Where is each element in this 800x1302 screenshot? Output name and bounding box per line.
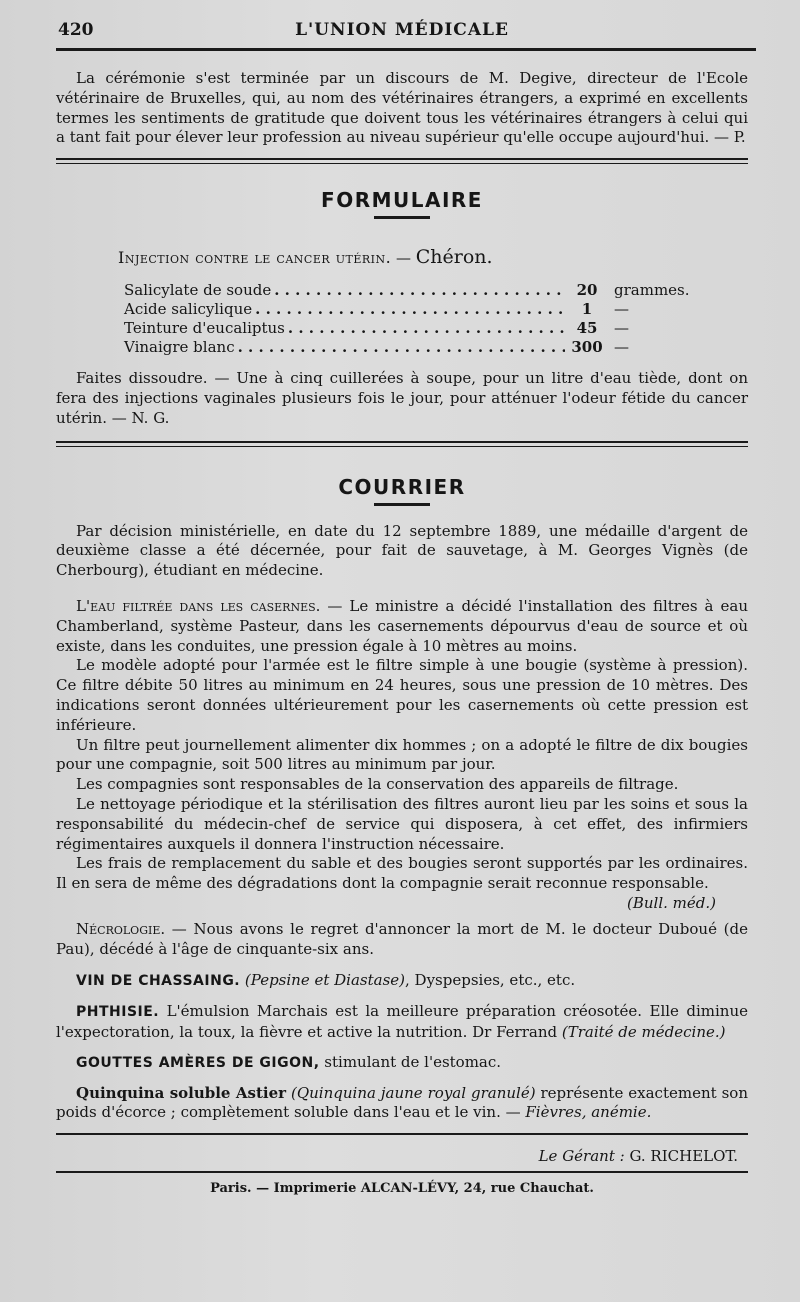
ingredient-unit: — xyxy=(614,338,629,357)
signature xyxy=(56,1145,748,1167)
signature-label: Le Gérant : xyxy=(538,1147,630,1166)
intro-paragraph: La cérémonie s'est terminée par un discours de M. Degive, directeur de l'Ecole vétérinaire de Bruxelles, qui, au nom des vétérinaires étrangers, a exprimé en excellents termes les sentiments de gratitude que doivent tous les vétérinaires étrangers à celui qui a tant fait pour élever leur profession au niveau supérieur qu'elle occupe aujourd'hui. — P. xyxy=(56,69,748,147)
ad-chassaing xyxy=(56,971,748,992)
ingredient-row xyxy=(124,319,684,338)
ad-chassaing-title: VIN DE CHASSAING. xyxy=(76,973,241,990)
leader-dots xyxy=(255,300,565,319)
ingredient-row xyxy=(124,338,684,357)
formulaire-section xyxy=(56,188,748,428)
recipe-dash: — xyxy=(391,249,416,268)
ad-phthisie-cite: (Traité de médecine.) xyxy=(561,1022,726,1041)
section-divider xyxy=(56,441,748,447)
ingredient-name: Acide salicylique xyxy=(124,300,253,319)
header-rule xyxy=(56,48,756,51)
ad-phthisie-body: L'émulsion Marchais est la meilleure préparation créosotée. Elle diminue l'expectoration, la toux, la fièvre et active la nutrition. Dr Ferrand xyxy=(56,1002,748,1041)
ad-gouttes-title: GOUTTES AMÈRES DE GIGON, xyxy=(76,1054,320,1071)
recipe-instructions: Faites dissoudre. — Une à cinq cuillerées à soupe, pour un litre d'eau tiède, dont on fera des injections vaginales plusieurs fois le jour, pour atténuer l'odeur fétide du cancer utérin. — N. G. xyxy=(56,369,748,427)
eau-filtree-body: — Le ministre a décidé l'installation des filtres à eau Chamberland, système Pasteur, dans les casernements dépourvus d'eau de source et où existe, dans les conduites, une pression égale à 10 mètres au moins. xyxy=(56,596,748,655)
title-bar xyxy=(374,216,430,219)
printer-rule xyxy=(56,1171,748,1173)
ingredient-name: Salicylate de soude xyxy=(124,281,272,300)
courrier-title: COURRIER xyxy=(338,474,466,499)
ingredient-row xyxy=(124,281,690,300)
ingredient-name: Teinture d'eucaliptus xyxy=(124,319,285,338)
printer-imprint: Paris. — Imprimerie ALCAN-LÉVY, 24, rue Chauchat. xyxy=(210,1181,594,1197)
recipe-name: Injection contre le cancer utérin. xyxy=(118,248,392,268)
ad-chassaing-paren: (Pepsine et Diastase) xyxy=(244,971,406,990)
recipe-author: Chéron. xyxy=(415,246,493,269)
ad-quinquina-body: représente exactement son poids d'écorce ; complètement soluble dans l'eau et le vin. — xyxy=(56,1083,748,1122)
ad-quinquina-paren: (Quinquina jaune royal granulé) xyxy=(286,1083,536,1102)
recipe-table xyxy=(124,281,690,357)
signature-name: G. RICHELOT. xyxy=(629,1147,738,1166)
ingredient-name: Vinaigre blanc xyxy=(124,338,235,357)
ingredient-quantity: 20 xyxy=(576,281,598,300)
ingredient-quantity: 1 xyxy=(581,300,593,319)
compagnies-paragraph: Les compagnies sont responsables de la conservation des appareils de filtrage. xyxy=(76,775,679,794)
ingredient-unit: — xyxy=(614,300,629,319)
nettoyage-paragraph: Le nettoyage périodique et la stérilisation des filtres auront lieu par les soins et sous la responsabilité du médecin-chef de service qui disposera, à cet effet, des infirmiers régimentaires auxquels il donnera l'instruction nécessaire. xyxy=(56,794,748,853)
necrologie-paragraph xyxy=(56,920,748,960)
necrologie-body: — Nous avons le regret d'annoncer la mort de M. le docteur Duboué (de Pau), décédé à l'âge de cinquante-six ans. xyxy=(56,919,748,958)
ad-quinquina-cite: Fièvres, anémie. xyxy=(525,1103,652,1122)
source-citation: (Bull. méd.) xyxy=(627,893,716,912)
ad-chassaing-rest: , Dyspepsies, etc., etc. xyxy=(405,971,576,990)
formulaire-title: FORMULAIRE xyxy=(321,188,483,213)
ingredient-quantity: 300 xyxy=(571,338,603,357)
ad-gouttes xyxy=(56,1053,748,1074)
frais-paragraph: Les frais de remplacement du sable et des bougies seront supportés par les ordinaires. Il en sera de même des dégradations dont la compagnie serait reconnue responsable. xyxy=(56,854,748,893)
advertisements xyxy=(56,971,748,1123)
modele-paragraph: Le modèle adopté pour l'armée est le filtre simple à une bougie (système à pression). Ce filtre débite 50 litres au minimum en 24 heures, sous une pression de 10 mètres. Des indications seront données ultérieurement pour les casernements où cette pression est inférieure. xyxy=(56,656,748,734)
leader-dots xyxy=(238,338,565,357)
ad-phthisie-title: PHTHISIE. xyxy=(76,1004,160,1021)
filtre-paragraph: Un filtre peut journellement alimenter dix hommes ; on a adopté le filtre de dix bougies pour une compagnie, soit 500 litres au minimum par jour. xyxy=(56,735,748,774)
ingredient-unit: grammes. xyxy=(614,281,690,300)
eau-filtree-heading: L'eau filtrée dans les casernes. xyxy=(76,596,321,615)
journal-title: L'UNION MÉDICALE xyxy=(295,20,509,40)
recipe-title xyxy=(118,247,748,268)
ad-phthisie xyxy=(56,1002,748,1043)
leader-dots xyxy=(274,281,565,300)
ad-quinquina xyxy=(56,1084,748,1124)
ingredient-row xyxy=(124,300,684,319)
courrier-section xyxy=(56,475,748,960)
ad-gouttes-body: stimulant de l'estomac. xyxy=(319,1052,502,1071)
running-header xyxy=(56,20,748,46)
section-divider xyxy=(56,158,748,164)
leader-dots xyxy=(288,319,565,338)
ingredient-quantity: 45 xyxy=(576,319,598,338)
eau-filtree-paragraph xyxy=(56,597,748,656)
page-number: 420 xyxy=(58,20,94,40)
necrologie-heading: Nécrologie. xyxy=(76,919,166,938)
title-bar xyxy=(374,503,430,506)
ingredient-unit: — xyxy=(614,319,629,338)
footer-rule xyxy=(56,1133,748,1135)
medal-paragraph: Par décision ministérielle, en date du 12 septembre 1889, une médaille d'argent de deuxième classe a été décernée, pour fait de sauvetage, à M. Georges Vignès (de Cherbourg), étudiant en médecine. xyxy=(56,521,748,580)
ad-quinquina-title: Quinquina soluble Astier xyxy=(76,1083,287,1102)
